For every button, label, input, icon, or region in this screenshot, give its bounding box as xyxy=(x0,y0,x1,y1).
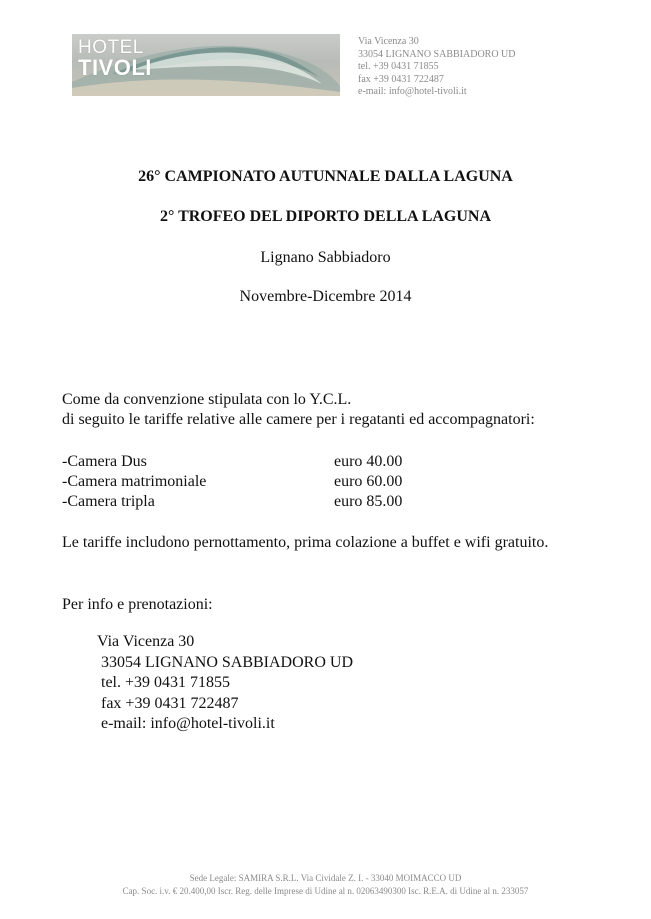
info-label: Per info e prenotazioni: xyxy=(62,596,213,613)
intro-paragraph xyxy=(62,390,535,430)
header-street: Via Vicenza 30 xyxy=(358,36,419,47)
trophy-title: 2° TROFEO DEL DIPORTO DELLA LAGUNA xyxy=(159,208,492,225)
rate-name: -Camera matrimoniale xyxy=(62,473,207,490)
rate-price: euro 40.00 xyxy=(334,453,403,470)
contact-fax: fax +39 0431 722487 xyxy=(101,694,239,712)
header-email: e-mail: info@hotel-tivoli.it xyxy=(358,86,467,98)
hotel-logo xyxy=(72,34,340,96)
period-subtitle: Novembre-Dicembre 2014 xyxy=(239,288,412,305)
rate-price: euro 85.00 xyxy=(334,493,403,510)
intro-line-2: di seguito le tariffe relative alle camere per i regatanti ed accompagnatori: xyxy=(62,411,535,428)
footer-legal-line: Sede Legale: SAMIRA S.R.L. Via Cividale Z. I. - 33040 MOIMACCO UD xyxy=(189,873,462,883)
championship-title: 26° CAMPIONATO AUTUNNALE DALLA LAGUNA xyxy=(138,168,513,185)
contact-street: Via Vicenza 30 xyxy=(97,633,195,650)
rates-list xyxy=(62,452,422,512)
location-subtitle: Lignano Sabbiadoro xyxy=(260,249,391,266)
header-tel: tel. +39 0431 71855 xyxy=(358,61,439,73)
rate-name: -Camera Dus xyxy=(62,453,147,470)
contact-email: e-mail: info@hotel-tivoli.it xyxy=(101,715,275,732)
logo-line-tivoli: TIVOLI xyxy=(78,55,152,80)
logo-line-hotel: HOTEL xyxy=(78,37,144,58)
contact-tel: tel. +39 0431 71855 xyxy=(101,674,231,691)
rate-name: -Camera tripla xyxy=(62,493,155,510)
booking-contact xyxy=(97,632,353,735)
intro-line-1: Come da convenzione stipulata con lo Y.C.L. xyxy=(62,391,352,408)
header-fax: fax +39 0431 722487 xyxy=(358,73,444,85)
contact-city: 33054 LIGNANO SABBIADORO UD xyxy=(101,653,353,671)
rate-row xyxy=(62,492,422,512)
footer-registry-line: Cap. Soc. i.v. € 20.400,00 Iscr. Reg. delle Imprese di Udine al n. 02063490300 Isc. R.E.A. di Udine al n. 233057 xyxy=(122,886,529,896)
includes-paragraph: Le tariffe includono pernottamento, prima colazione a buffet e wifi gratuito. xyxy=(62,534,549,551)
rate-row xyxy=(62,472,422,492)
header-contact xyxy=(358,36,516,99)
header-city: 33054 LIGNANO SABBIADORO UD xyxy=(358,48,516,60)
rate-price: euro 60.00 xyxy=(334,473,403,490)
rate-row xyxy=(62,452,422,472)
